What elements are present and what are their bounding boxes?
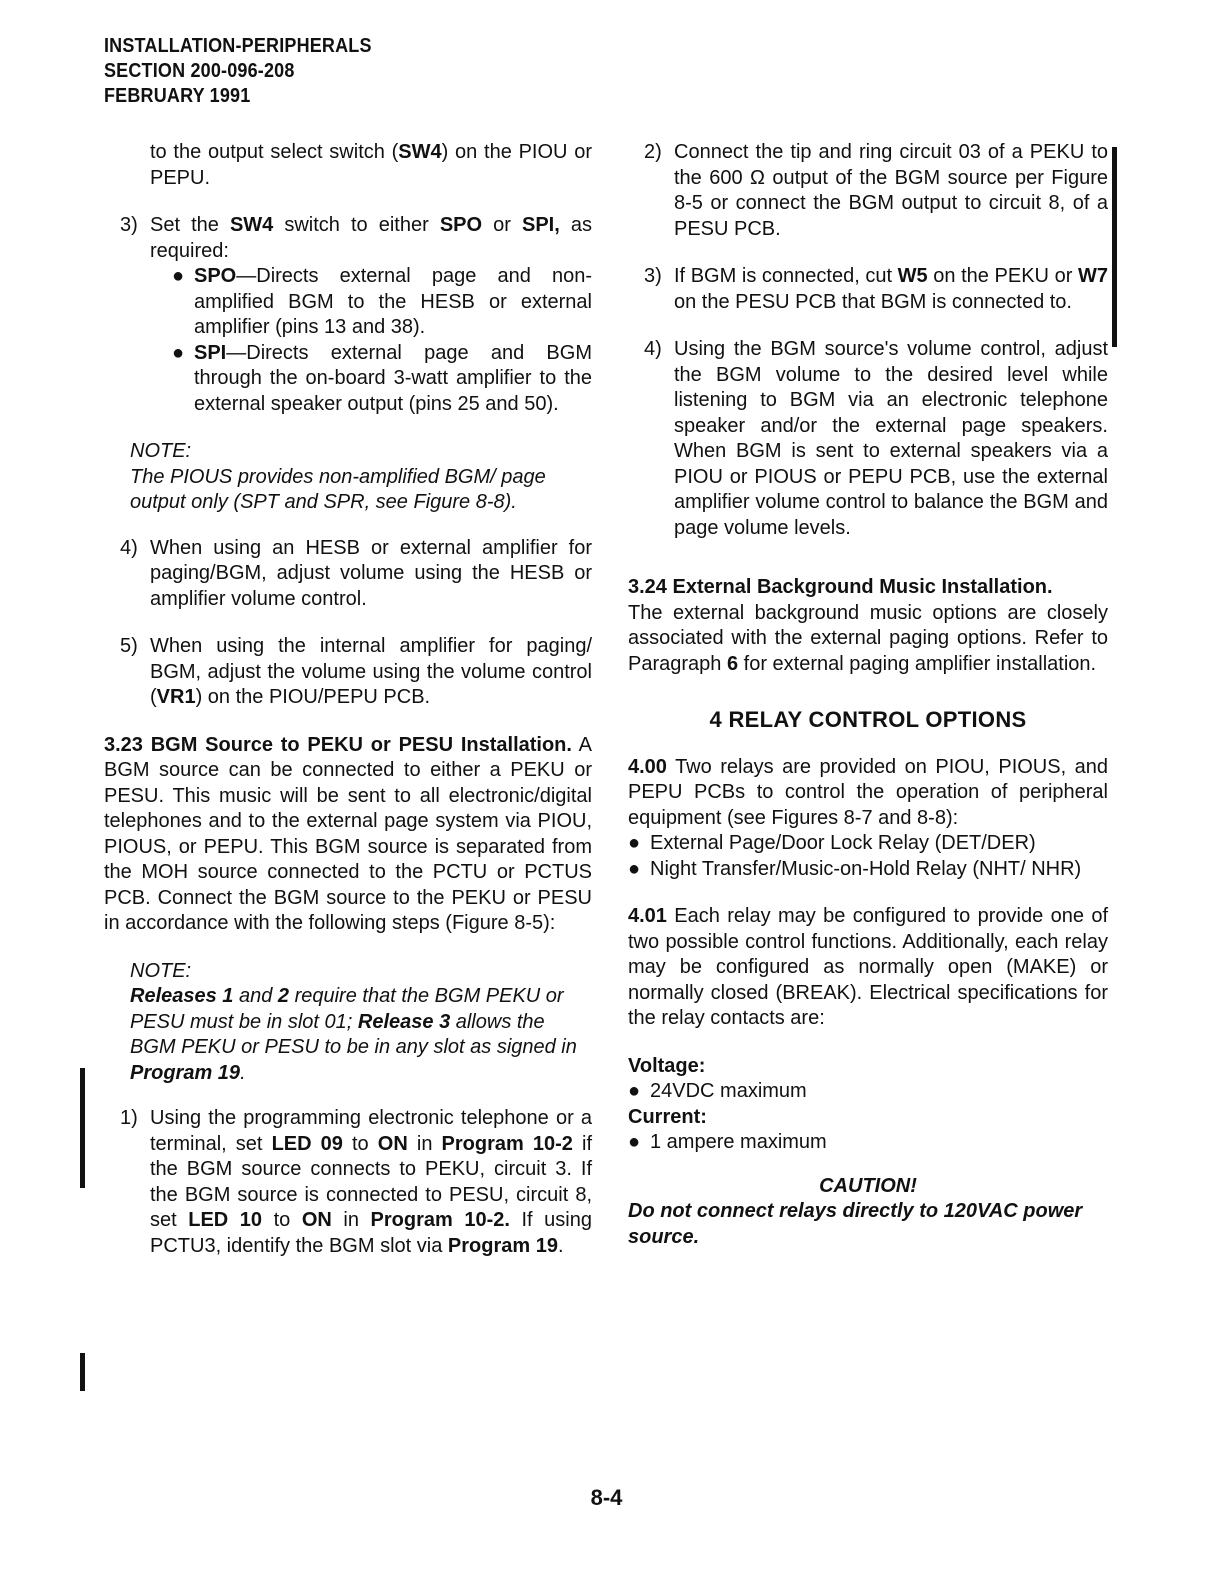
page-header [104,34,524,109]
voltage-list [628,1079,1108,1105]
step-5-left: 5) When using the internal amplifier for paging/ BGM, adjust the volume using the volume control (VR1) on the PIOU/PEPU PCB. [120,635,592,708]
step-4-left: 4) When using an HESB or external amplifier for paging/BGM, adjust volume using the HESB or amplifier volume control. [120,536,592,610]
step-3-left: 3) Set the SW4 switch to either SPO or SPI, as required: ● SPO—Directs external page and non-amplified BGM to the HESB or external amplifier (pins 13 and 38). ● SPI—Directs external page and BGM through the on-board 3-watt amplifier to the external speaker output (pins 25 and 50). [104,213,592,417]
change-bar-note [80,1068,85,1188]
change-bar-step1 [80,1353,85,1391]
list-item: ● Night Transfer/Music-on-Hold Relay (NHT/ NHR) [628,857,1082,880]
list-item: ● SPO—Directs external page and non-amplified BGM to the HESB or external amplifier (pins 13 and 38). [172,265,592,338]
page-number: 8-4 [590,1485,623,1510]
note-pious: NOTE: The PIOUS provides non-amplified BGM/ page output only (SPT and SPR, see Figure 8-8). [130,440,546,513]
header-section: SECTION 200-096-208 [104,60,295,82]
section-3-24-body: The external background music options are closely associated with the external paging options. Refer to Paragraph 6 for external paging amplifier installation. [628,601,1108,675]
paragraph-4-01: 4.01 Each relay may be configured to provide one of two possible control functions. Additionally, each relay may be configured as normally open (MAKE) or normally closed (BREAK). Electrical specifications for the relay contacts are: [628,905,1108,1029]
relay-list [628,831,1108,882]
sw4-options-list [172,264,592,417]
caution-title: CAUTION! [819,1174,917,1197]
note-releases: NOTE: Releases 1 and 2 require that the BGM PEKU or PESU must be in slot 01; Release 3 allows the BGM PEKU or PESU to be in any slot as signed in Program 19. [130,959,577,1084]
right-column [628,140,1108,1250]
change-bar-right [1112,147,1117,347]
left-column [104,140,592,1281]
current-label: Current: [628,1105,707,1128]
list-item: ● 24VDC maximum [628,1080,807,1102]
step-4-right: 4) Using the BGM source's volume control, adjust the BGM volume to the desired level while listening to BGM via an electronic telephone speaker and/or the external page speakers. When BGM is sent to external speakers via a PIOU or PIOUS or PEPU PCB, use the external amplifier volume control to balance the BGM and page volume levels. [644,338,1108,539]
step-1-left: 1) Using the programming electronic telephone or a terminal, set LED 09 to ON in Program 10-2 if the BGM source connects to PEKU, circuit 3. If the BGM source is connected to PESU, circuit 8, set LED 10 to ON in Program 10-2. If using PCTU3, identify the BGM slot via Program 19. [120,1107,592,1257]
voltage-label: Voltage: [628,1054,706,1077]
list-item: ● External Page/Door Lock Relay (DET/DER) [628,832,1036,854]
header-title: INSTALLATION-PERIPHERALS [104,35,372,57]
section-4-title: 4 RELAY CONTROL OPTIONS [709,707,1027,732]
paragraph-4-00: 4.00 Two relays are provided on PIOU, PIOUS, and PEPU PCBs to control the operation of peripheral equipment (see Figures 8-7 and 8-8): [628,755,1108,829]
continued-text: to the output select switch (SW4) on the PIOU or PEPU. [150,141,592,189]
caution-text: Do not connect relays directly to 120VAC power source. [628,1200,1083,1248]
section-3-24-heading: 3.24 External Background Music Installation. [628,576,1053,598]
header-date: FEBRUARY 1991 [104,85,251,107]
list-item: ● SPI—Directs external page and BGM through the on-board 3-watt amplifier to the external speaker output (pins 25 and 50). [172,341,592,415]
section-3-23: 3.23 BGM Source to PEKU or PESU Installation. A BGM source can be connected to either a PEKU or PESU. This music will be sent to all electronic/digital telephones and to the external page system via PIOU, PIOUS, or PEPU. This BGM source is separated from the MOH source connected to the PCTU or PCTUS PCB. Connect the BGM source to the PEKU or PESU in accordance with the following steps (Figure 8-5): [104,733,592,934]
step-3-right: 3) If BGM is connected, cut W5 on the PEKU or W7 on the PESU PCB that BGM is connected to. [644,265,1108,313]
step-2-right: 2) Connect the tip and ring circuit 03 of a PEKU to the 600 Ω output of the BGM source per Figure 8-5 or connect the BGM output to circuit 8, of a PESU PCB. [644,141,1108,240]
current-list [628,1130,1108,1156]
list-item: ● 1 ampere maximum [628,1131,827,1153]
